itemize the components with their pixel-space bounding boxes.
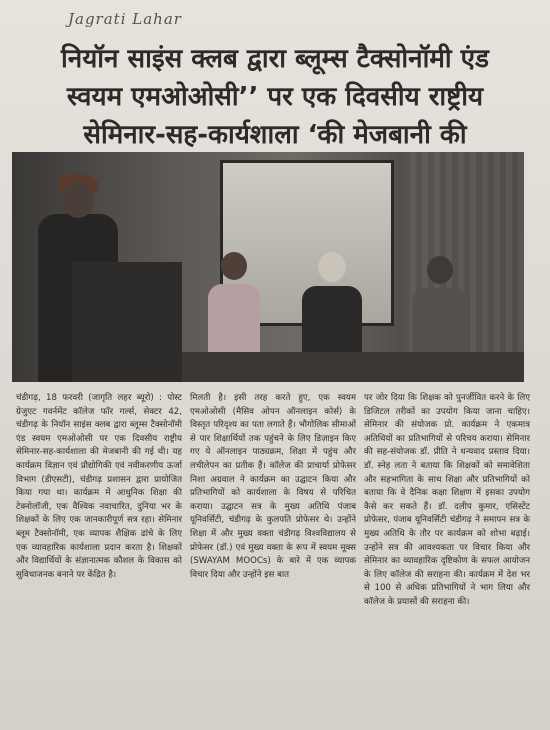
speaker-head: [62, 182, 94, 218]
article-headline: [8, 40, 542, 154]
podium: [72, 262, 182, 382]
article-column-3: पर जोर दिया कि शिक्षक को पुनर्जीवित करने के लिए डिजिटल तरीकों का उपयोग किया जाना चाहिए। सेमिनार की संयोजक प्रो. कार्यक्रम ने एकमात्र अतिथियों का प्रतिभागियों से परिचय कराया। सेमिनार की सह-संयोजक डॉ. प्रीति ने धन्यवाद प्रस्ताव दिया। डॉ. स्नेह लता ने बताया कि शिक्षकों को समावेशिता और सहभागिता के साथ शिक्षा और प्रतिभागियों को बताया कि वे दैनिक कक्षा शिक्षण में इसका उपयोग कैसे कर सकते हैं। डॉ. दलीप कुमार, एसिस्टेंट प्रोफेसर, पंजाब यूनिवर्सिटी चंडीगढ़ ने समापन सत्र के मुख्य अतिथि के तौर पर कार्यक्रम को शोभा बढ़ाई। उन्होंने सत्र की आवश्यकता पर विचार किया और सेमिनार का व्यावहारिक दृष्टिकोण के सफल आयोजन के लिए कॉलेज की सराहना की। कार्यक्रम में देश भर से 100 से अधिक प्रतिभागियों ने भाग लिया और कॉलेज के प्रयासों की सराहना की।: [364, 393, 530, 607]
headline-line-3: सेमिनार-सह-कार्यशाला ‘की मेजबानी की: [83, 120, 467, 150]
stage-table: [182, 352, 524, 382]
article-column-2: मिलती है। इसी तरह करते हुए, एक स्वयम एमओओसी (मैसिव ओपन ऑनलाइन कोर्स) के विस्तृत परिदृश्य का पता लगाते हैं। भौगोलिक सीमाओं से पार शिक्षार्थियों तक पहुंचने के लिए डिज़ाइन किए गए ये ऑनलाइन पाठ्यक्रम, शिक्षा में पहुंच और लचीलेपन का प्रतीक हैं। कॉलेज की प्राचार्या प्रोफेसर निशा अग्रवाल ने कार्यक्रम का उद्घाटन किया और प्रतिभागियों को कार्यशाला के विषय से परिचित कराया। उद्घाटन सत्र के मुख्य अतिथि पंजाब यूनिवर्सिटी, चंडीगढ़ के कुलपति प्रोफेसर थे। उन्होंने शिक्षा में और मुख्य वक्ता चंडीगढ़ विश्वविद्यालय से प्रोफेसर (डॉ.) एवं मुख्य वक्ता के रूप में स्वयम मूक्स (SWAYAM MOOCs) के बारे में एक व्यापक विचार दिया और उन्होंने इस बात: [190, 393, 356, 580]
headline-line-2: स्वयम एमओओसी’’ पर एक दिवसीय राष्ट्रीय: [66, 82, 484, 112]
article-column-1: चंडीगढ़, 18 फरवरी (जागृति लहर ब्यूरो) : पोस्ट ग्रेजुएट गवर्नमेंट कॉलेज फॉर गर्ल्स, सेक्टर 42, चंडीगढ़ के नियॉन साइंस क्लब द्वारा ब्लूम्स टैक्सोनॉमी एंड स्वयम एमओओसी पर एक दिवसीय राष्ट्रीय सेमिनार-सह-कार्यशाला की मेजबानी की गई थी। यह कार्यक्रम विज्ञान एवं प्रौद्योगिकी एवं नवीकरणीय ऊर्जा विभाग (डीएसटी), चंडीगढ़ प्रशासन द्वारा प्रायोजित किया गया था। कार्यक्रम में आधुनिक शिक्षा की टेक्नोलॉजी, एक वैश्विक नवाचारित, दुनिया भर के शिक्षकों के लिए एक जानकारीपूर्ण सत्र रहा। सेमिनार ब्लूम टैक्सोनॉमी, एक व्यापक शैक्षिक ढांचे के लिए एक व्यावहारिक कार्यशाला प्रदान करता है। शिक्षकों और विद्यार्थियों के संज्ञानात्मक कौशल के विकास को सुविधाजनक बनाने पर केंद्रित है।: [16, 393, 182, 580]
article-body: [16, 392, 530, 712]
event-photo: [12, 152, 524, 382]
handwritten-source-note: Jagrati Lahar: [68, 10, 182, 28]
headline-line-1: नियॉन साइंस क्लब द्वारा ब्लूम्स टैक्सोनॉमी एंड: [61, 44, 489, 74]
